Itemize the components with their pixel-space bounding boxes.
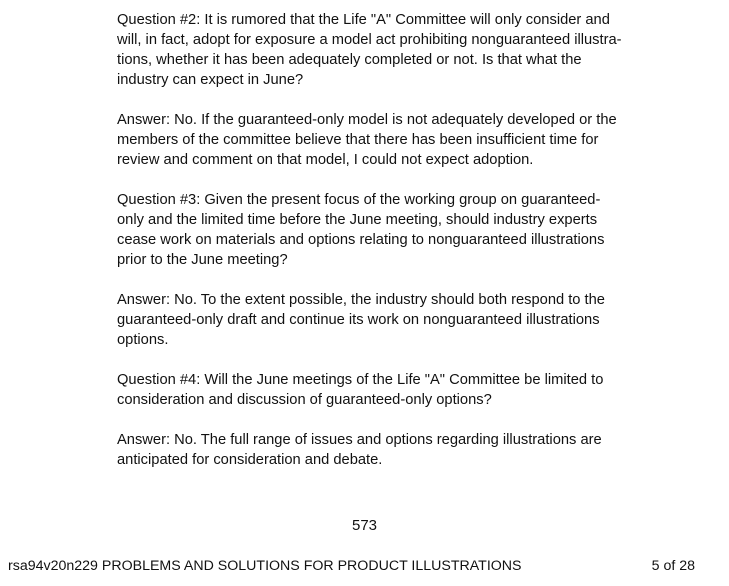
question-3-paragraph — [117, 190, 692, 270]
answer-3-line-2: guaranteed-only draft and continue its work on nonguaranteed illustrations — [117, 312, 600, 328]
question-4-paragraph — [117, 370, 692, 410]
page-number: 573 — [351, 517, 378, 534]
question-4-line-2: consideration and discussion of guaranteed-only options? — [117, 392, 492, 408]
question-3-line-4: prior to the June meeting? — [117, 252, 288, 268]
question-2-line-2: will, in fact, adopt for exposure a model act prohibiting nonguaranteed illustra- — [117, 32, 622, 48]
question-3-line-3: cease work on materials and options relating to nonguaranteed illustrations — [117, 232, 605, 248]
answer-4-paragraph — [117, 430, 692, 470]
footer-title: rsa94v20n229 PROBLEMS AND SOLUTIONS FOR PRODUCT ILLUSTRATIONS — [8, 558, 522, 574]
document-body — [117, 10, 692, 490]
answer-2-paragraph — [117, 110, 692, 170]
question-2-line-4: industry can expect in June? — [117, 72, 304, 88]
question-2-line-1: Question #2: It is rumored that the Life "A" Committee will only consider and — [117, 12, 610, 28]
question-4-line-1: Question #4: Will the June meetings of the Life "A" Committee be limited to — [117, 372, 604, 388]
answer-4-line-2: anticipated for consideration and debate. — [117, 452, 383, 468]
answer-3-line-3: options. — [117, 332, 169, 348]
answer-2-line-3: review and comment on that model, I could not expect adoption. — [117, 152, 534, 168]
question-3-line-2: only and the limited time before the June meeting, should industry experts — [117, 212, 598, 228]
answer-3-line-1: Answer: No. To the extent possible, the industry should both respond to the — [117, 292, 605, 308]
question-2-paragraph — [117, 10, 692, 90]
answer-2-line-2: members of the committee believe that there has been insufficient time for — [117, 132, 599, 148]
answer-2-line-1: Answer: No. If the guaranteed-only model is not adequately developed or the — [117, 112, 617, 128]
answer-4-line-1: Answer: No. The full range of issues and options regarding illustrations are — [117, 432, 602, 448]
question-2-line-3: tions, whether it has been adequately completed or not. Is that what the — [117, 52, 582, 68]
question-3-line-1: Question #3: Given the present focus of the working group on guaranteed- — [117, 192, 601, 208]
answer-3-paragraph — [117, 290, 692, 350]
footer — [8, 556, 695, 576]
footer-pagination: 5 of 28 — [651, 558, 695, 574]
